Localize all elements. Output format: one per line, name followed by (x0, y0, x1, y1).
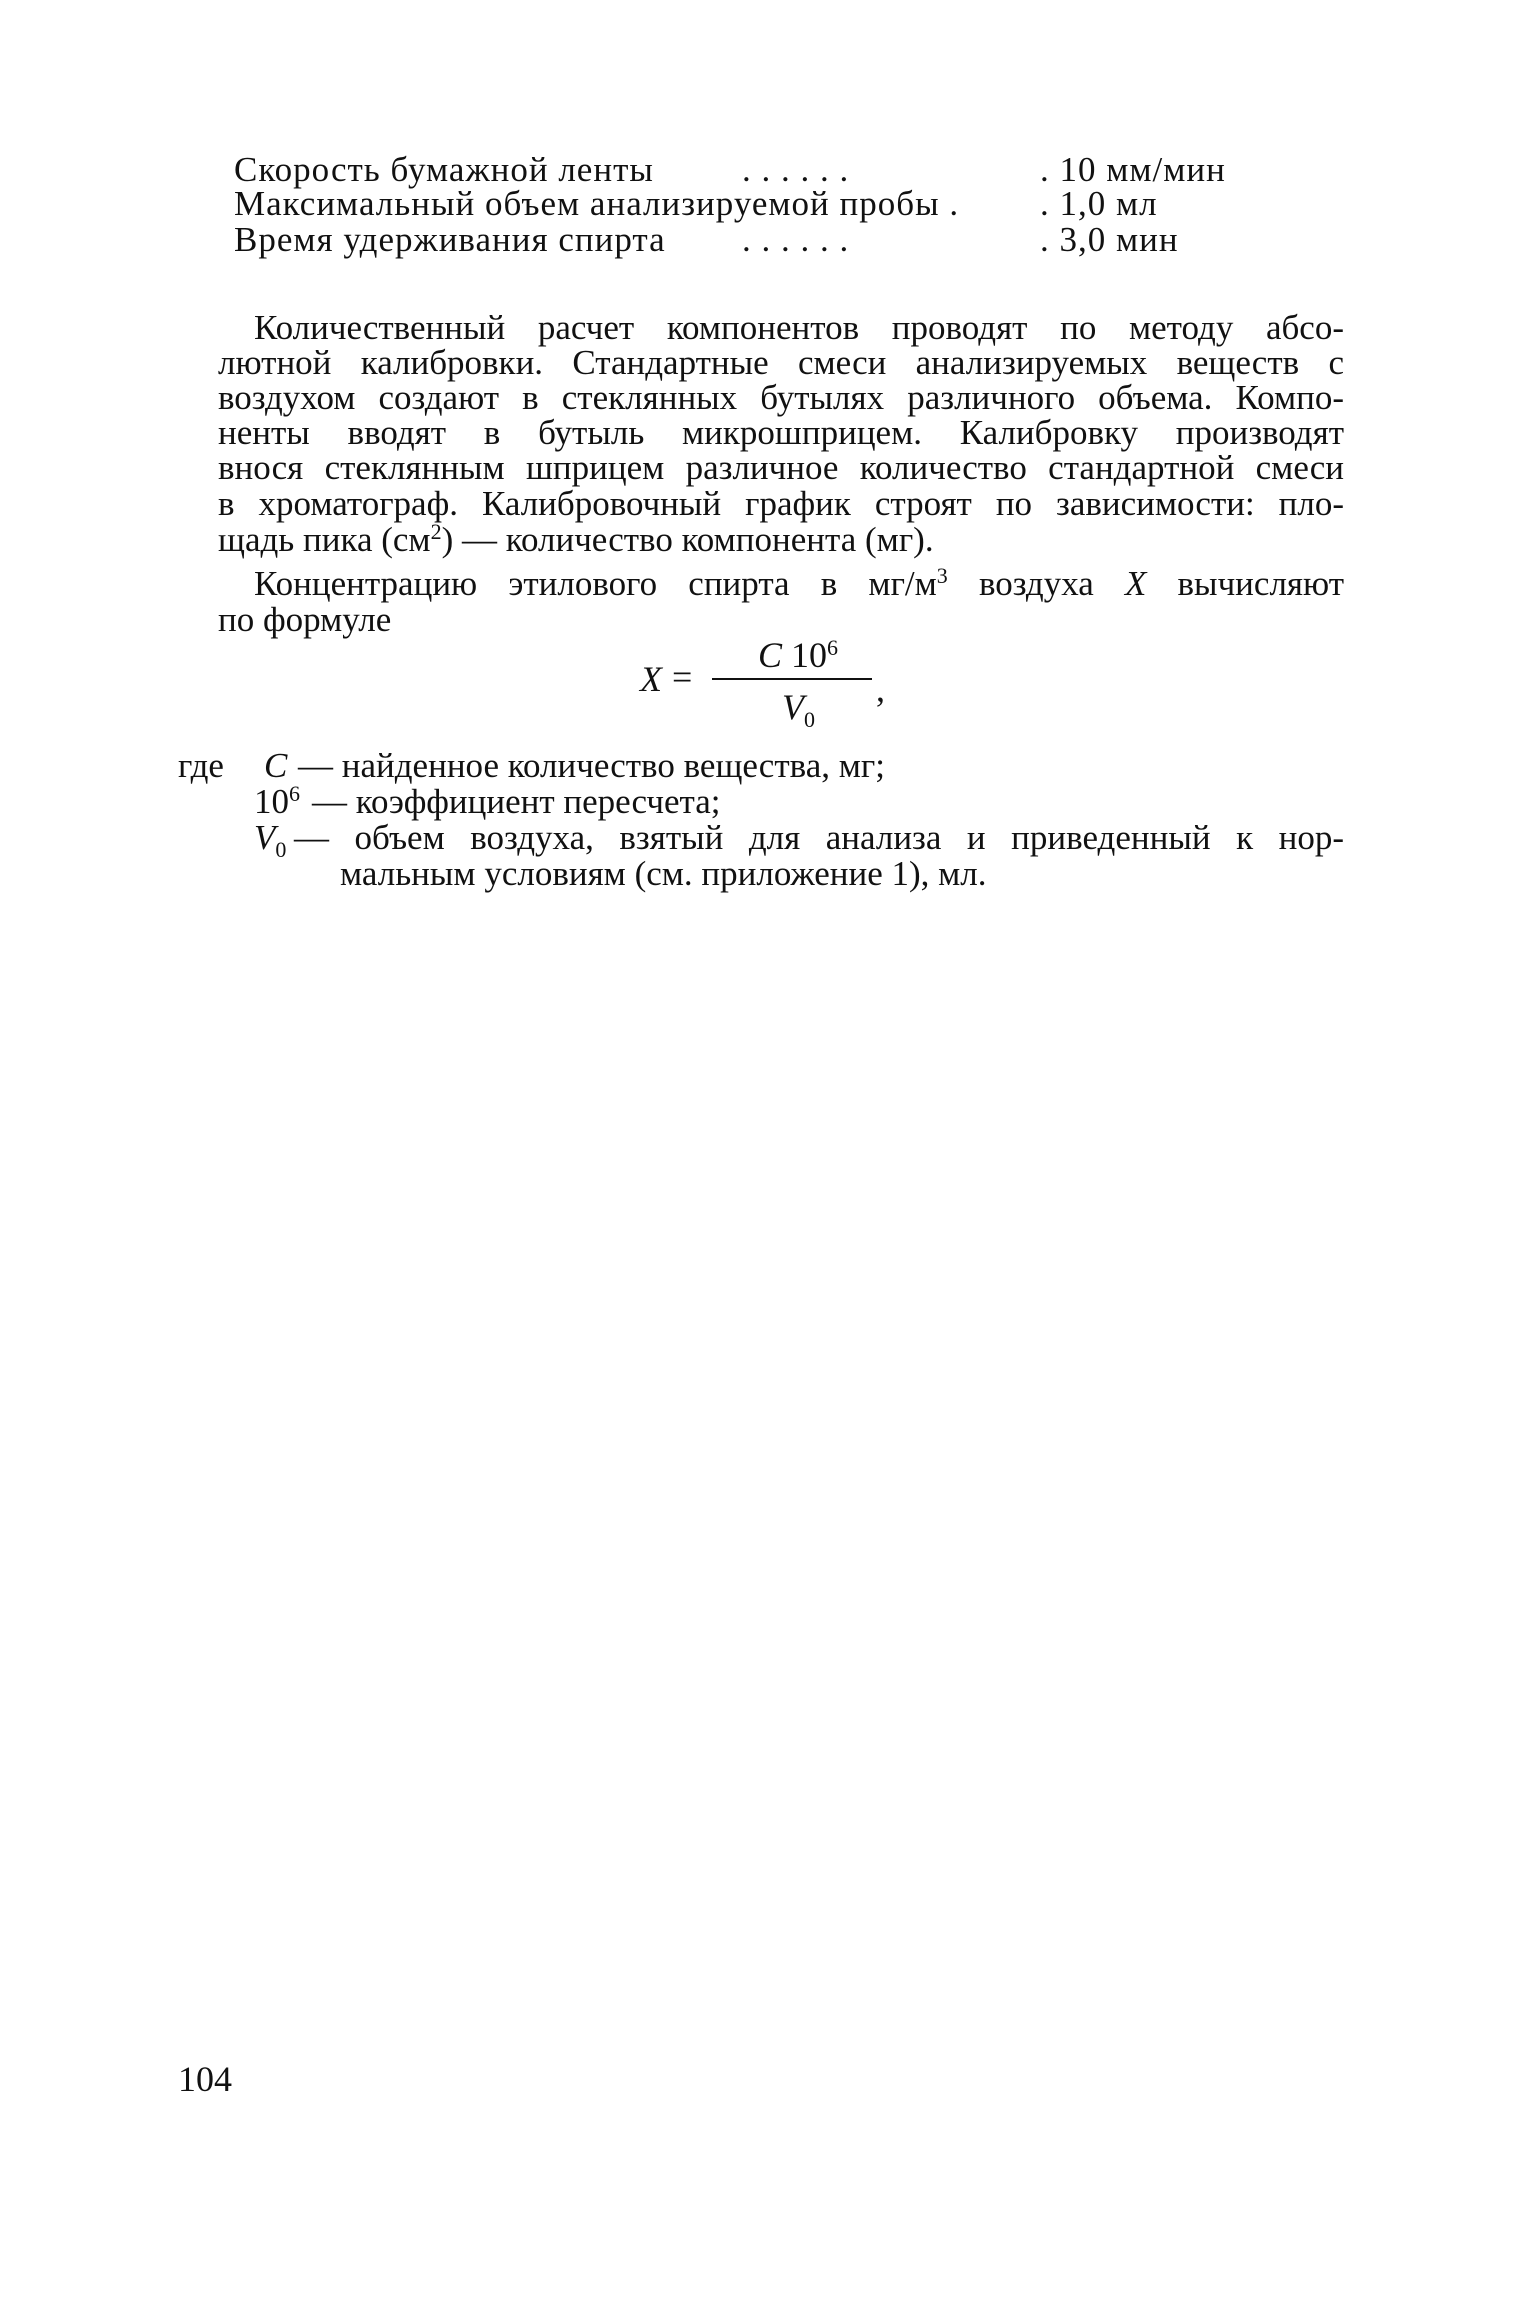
subscript: 0 (275, 837, 287, 862)
paragraph-line: Количественный расчет компонентов проводят по методу абсо- (254, 308, 1344, 347)
superscript: 6 (289, 780, 300, 806)
paragraph-line: лютной калибровки. Стандартные смеси анализируемых веществ с (218, 343, 1344, 382)
page-number: 104 (178, 2059, 232, 2099)
formula-denominator (782, 686, 815, 733)
formula-number: 10 (791, 635, 828, 675)
spec-value-volume: . 1,0 мл (1040, 184, 1158, 223)
paragraph-text: вычисляют (1146, 564, 1344, 603)
paragraph-line: внося стеклянным шприцем различное количество стандартной смеси (218, 448, 1344, 487)
formula-var-c: C (758, 635, 783, 675)
paragraph-line (254, 562, 1344, 603)
superscript: 6 (827, 634, 839, 660)
legend-text: — объем воздуха, взятый для анализа и приведенный к нор- (294, 818, 1344, 857)
spec-dots-retention: . . . . . . (742, 220, 850, 259)
formula-comma: , (876, 669, 885, 709)
superscript: 3 (936, 562, 948, 588)
legend-intro: где (178, 746, 224, 785)
fraction-bar (712, 678, 872, 680)
paragraph-line: по формуле (218, 600, 392, 639)
paragraph-text: Концентрацию этилового спирта в мг/м (254, 564, 937, 603)
legend-symbol-10-6 (254, 780, 300, 821)
legend-symbol-v0 (254, 818, 287, 862)
legend-text-continuation: мальным условиям (см. приложение 1), мл. (340, 854, 987, 893)
paragraph-line (218, 518, 1344, 559)
spec-label-volume: Максимальный объем анализируемой пробы . (234, 184, 960, 223)
paragraph-text: воздуха (947, 564, 1125, 603)
spec-value-retention: . 3,0 мин (1040, 220, 1179, 259)
spec-label-retention: Время удерживания спирта (234, 220, 666, 259)
paragraph-text: щадь пика (см (218, 520, 431, 559)
formula-numerator (758, 634, 838, 676)
legend-text: — коэффициент пересчета; (312, 782, 721, 821)
superscript: 2 (430, 518, 442, 544)
formula-lhs: X (640, 659, 662, 699)
spec-label-speed: Скорость бумажной ленты (234, 150, 654, 189)
legend-number: 10 (254, 782, 289, 821)
paragraph-line: в хроматограф. Калибровочный график строят по зависимости: пло- (218, 484, 1344, 523)
legend-var-v: V (254, 818, 276, 857)
paragraph-text: ) — количество компонента (мг). (441, 520, 934, 559)
subscript: 0 (804, 707, 815, 733)
variable-x: X (1124, 564, 1147, 603)
formula-var-v: V (782, 687, 804, 727)
spec-value-speed: . 10 мм/мин (1040, 150, 1226, 189)
paragraph-line: воздухом создают в стеклянных бутылях различного объема. Компо- (218, 378, 1344, 417)
formula-equals: = (672, 657, 693, 697)
legend-symbol-c: C (264, 746, 288, 785)
legend-text: — найденное количество вещества, мг; (298, 746, 885, 785)
spec-dots-speed: . . . . . . (742, 150, 850, 189)
paragraph-line: ненты вводят в бутыль микрошприцем. Калибровку производят (218, 413, 1344, 452)
